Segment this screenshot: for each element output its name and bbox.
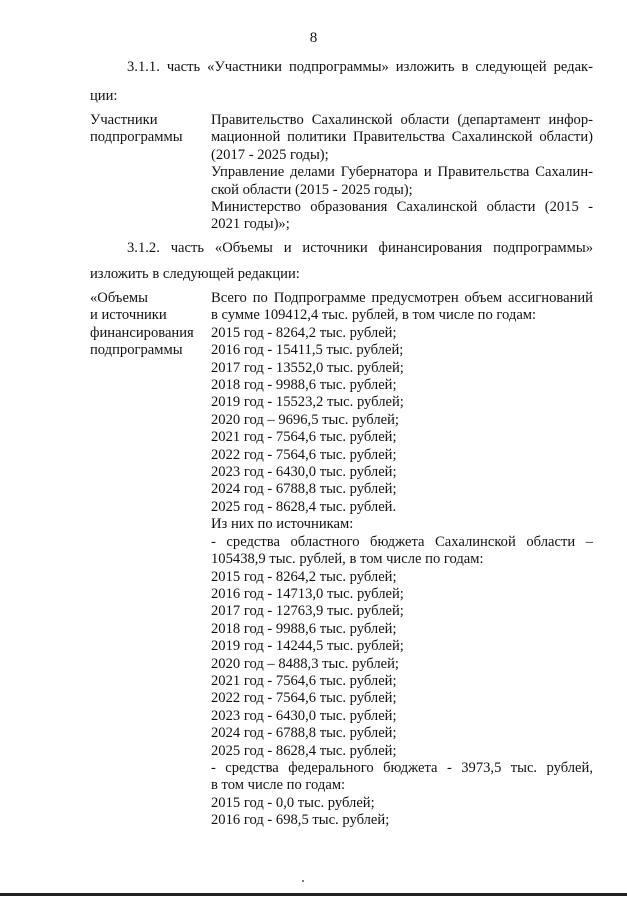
content-line: Из них по источникам: [211, 516, 354, 533]
content-line: мационной политики Правительства Сахалинской области) [211, 129, 593, 146]
content-line: 2017 год - 12763,9 тыс. рублей; [211, 603, 404, 620]
content-line: 2018 год - 9988,6 тыс. рублей; [211, 620, 397, 637]
content-line: (2017 - 2025 годы); [211, 146, 329, 163]
section1-label [90, 112, 208, 147]
label-line: Участники [90, 112, 158, 128]
content-line: - средства областного бюджета Сахалинской области – [211, 533, 593, 550]
content-line: 2022 год - 7564,6 тыс. рублей; [211, 690, 397, 707]
section1-content [211, 112, 593, 234]
label-line: подпрограммы [90, 129, 183, 146]
content-line: 2025 год - 8628,4 тыс. рублей; [211, 742, 397, 759]
section2-content [211, 290, 593, 830]
content-line: в том числе по годам: [211, 777, 346, 794]
content-line: 2015 год - 8264,2 тыс. рублей; [211, 568, 397, 585]
content-line: ской области (2015 - 2025 годы); [211, 181, 413, 198]
content-line: 2025 год - 8628,4 тыс. рублей. [211, 498, 397, 515]
content-line: 2015 год - 8264,2 тыс. рублей; [211, 324, 397, 341]
section1-intro-line1: 3.1.1. часть «Участники подпрограммы» изложить в следующей редак- [127, 59, 593, 75]
content-line: 2016 год - 14713,0 тыс. рублей; [211, 585, 404, 602]
content-line: 2024 год - 6788,8 тыс. рублей; [211, 725, 397, 742]
label-line: финансирования [90, 324, 194, 341]
scan-bottom-edge [0, 893, 627, 896]
content-line: Управление делами Губернатора и Правительства Сахалин- [211, 164, 593, 181]
section2-label [90, 290, 208, 360]
content-line: 2022 год - 7564,6 тыс. рублей; [211, 446, 397, 463]
content-line: Всего по Подпрограмме предусмотрен объем ассигнований [211, 290, 593, 306]
label-line: и источники [90, 307, 167, 324]
content-line: 2019 год - 15523,2 тыс. рублей; [211, 394, 404, 411]
content-line: 2023 год - 6430,0 тыс. рублей; [211, 707, 397, 724]
content-line: 2015 год - 0,0 тыс. рублей; [211, 794, 375, 811]
content-line: 2017 год - 13552,0 тыс. рублей; [211, 359, 404, 376]
content-line: 2020 год – 9696,5 тыс. рублей; [211, 411, 399, 428]
content-line: 2018 год - 9988,6 тыс. рублей; [211, 377, 397, 394]
content-line: 2021 годы)»; [211, 216, 290, 233]
content-line: 2020 год – 8488,3 тыс. рублей; [211, 655, 399, 672]
label-line: подпрограммы [90, 342, 183, 359]
content-line: 2021 год - 7564,6 тыс. рублей; [211, 429, 397, 446]
section2-intro-line1: 3.1.2. часть «Объемы и источники финансирования подпрограммы» [127, 240, 593, 256]
content-line: 2023 год - 6430,0 тыс. рублей; [211, 464, 397, 481]
content-line: 2016 год - 698,5 тыс. рублей; [211, 812, 390, 829]
content-line: в сумме 109412,4 тыс. рублей, в том числе по годам: [211, 307, 537, 324]
content-line: 105438,9 тыс. рублей, в том числе по годам: [211, 551, 484, 568]
page-number: 8 [309, 30, 318, 46]
content-line: 2021 год - 7564,6 тыс. рублей; [211, 672, 397, 689]
content-line: Правительство Сахалинской области (департамент инфор- [211, 112, 593, 128]
content-line: 2019 год - 14244,5 тыс. рублей; [211, 638, 404, 655]
content-line: 2024 год - 6788,8 тыс. рублей; [211, 481, 397, 498]
label-line: «Объемы [90, 290, 148, 306]
section1-intro-line2: ции: [90, 88, 118, 104]
content-line: 2016 год - 15411,5 тыс. рублей; [211, 342, 404, 359]
section2-intro-line2: изложить в следующей редакции: [90, 266, 300, 282]
scan-speck [302, 880, 304, 882]
content-line: Министерство образования Сахалинской области (2015 - [211, 199, 593, 216]
content-line: - средства федерального бюджета - 3973,5 тыс. рублей, [211, 759, 593, 776]
